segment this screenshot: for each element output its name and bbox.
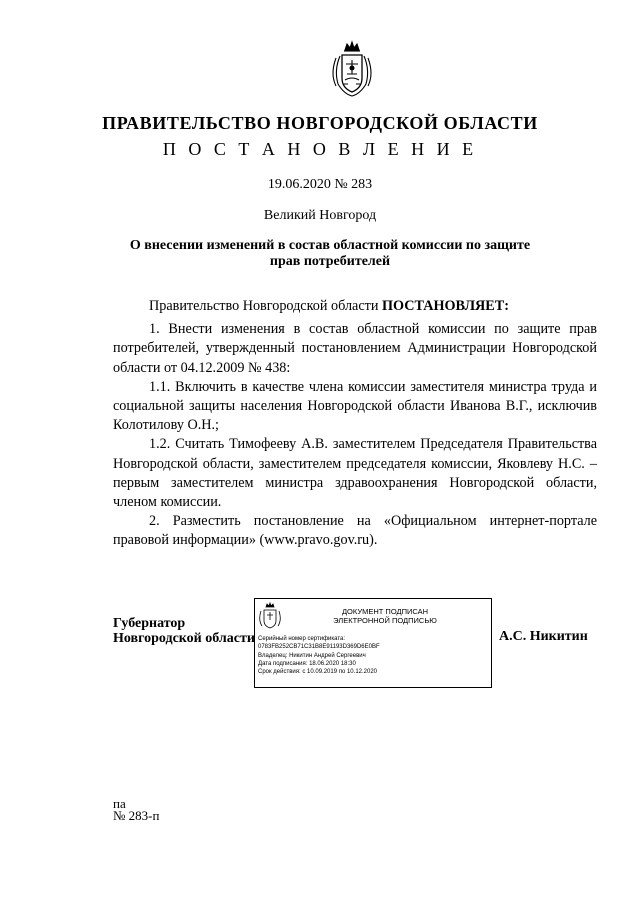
paragraph-1-2: 1.2. Считать Тимофееву А.В. заместителем Председателя Правительства Новгородской области, заместителем председателя комиссии, Яковлеву Н.С. – первым заместителем министра здравоохранения Новгородской области, членом комиссии. <box>113 436 597 511</box>
signer-position-line2: Новгородской области <box>113 631 255 646</box>
stamp-heading <box>285 607 485 625</box>
resolution-intro <box>113 297 597 316</box>
government-title: ПРАВИТЕЛЬСТВО НОВГОРОДСКОЙ ОБЛАСТИ <box>102 113 538 133</box>
resolves-keyword: ПОСТАНОВЛЯЕТ: <box>381 298 509 314</box>
paragraph-2: 2. Разместить постановление на «Официальном интернет-портале правовой информации» (www.pravo.gov.ru). <box>113 513 597 549</box>
signer-position <box>113 616 255 646</box>
paragraph-1-1: 1.1. Включить в качестве члена комиссии заместителя министра труда и социальной защиты населения Новгородской области Иванова В.Г., исключив Колотилову О.Н.; <box>113 378 597 434</box>
stamp-serial-label: Серийный номер сертификата: <box>258 636 346 642</box>
paragraph-1: 1. Внести изменения в состав областной комиссии по защите прав потребителей, утвержденный постановлением Администрации Новгородской области от 04.12.2009 № 438: <box>113 321 597 376</box>
executor-initials: па <box>113 796 126 811</box>
stamp-details <box>258 635 488 676</box>
document-footer <box>113 798 159 822</box>
document-number: № 283-п <box>113 808 160 823</box>
date-and-number: 19.06.2020 № 283 <box>267 177 373 192</box>
city: Великий Новгород <box>263 208 377 223</box>
stamp-signed-date: Дата подписания: 18.06.2020 18:30 <box>258 660 356 667</box>
document-type: П О С Т А Н О В Л Е Н И Е <box>162 139 478 159</box>
signer-position-line1: Губернатор <box>113 616 186 631</box>
resolution-intro-text: Правительство Новгородской области <box>149 298 382 314</box>
electronic-signature-stamp <box>254 598 492 688</box>
document-subject: О внесении изменений в состав областной комиссии по защите прав потребителей <box>129 238 531 269</box>
stamp-heading-line2: ЭЛЕКТРОННОЙ ПОДПИСЬЮ <box>333 616 437 625</box>
stamp-validity: Срок действия: с 10.09.2019 по 10.12.2020 <box>258 669 378 676</box>
stamp-heading-line1: ДОКУМЕНТ ПОДПИСАН <box>341 607 429 616</box>
stamp-owner: Владелец: Никитин Андрей Сергеевич <box>258 652 366 659</box>
stamp-emblem-icon <box>258 602 282 630</box>
signer-name: А.С. Никитин <box>499 629 588 644</box>
coat-of-arms-emblem <box>328 40 376 98</box>
stamp-serial: 0783FB252CB71C31B8E91193D369D6E0BF <box>258 644 380 651</box>
document-body <box>113 297 597 551</box>
